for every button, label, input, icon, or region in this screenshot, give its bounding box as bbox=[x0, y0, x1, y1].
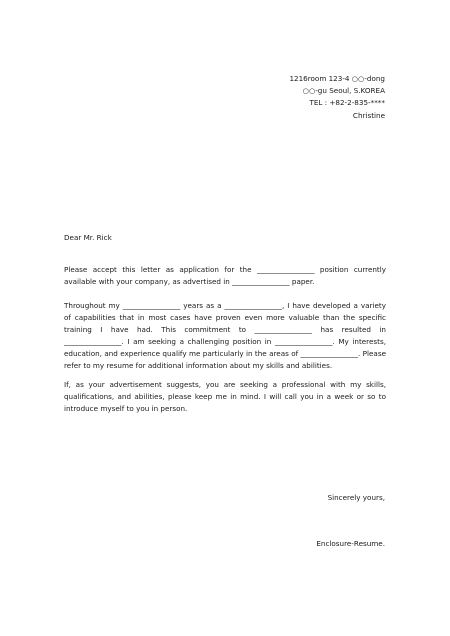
paragraph-experience: Throughout my ________________ years as a ________________, I have developed a variety of capabilities that in most cases have proven even more valuable than the specific training I have had. This commitment to ________________ has resulted in ________________. I am seeking a challenging position in ________________. My interests, education, and experience qualify me particularly in the areas of ________________. Please refer to my resume for additional information about my skills and abilities. bbox=[64, 301, 386, 371]
closing: Sincerely yours, bbox=[327, 493, 385, 502]
enclosure-note: Enclosure-Resume. bbox=[316, 539, 385, 548]
sender-address-block bbox=[289, 73, 385, 122]
address-line-2: ○○-gu Seoul, S.KOREA bbox=[302, 86, 385, 96]
address-line-1: 1216room 123-4 ○○-dong bbox=[289, 74, 385, 83]
salutation: Dear Mr. Rick bbox=[64, 233, 112, 242]
paragraph-application: Please accept this letter as application for the ________________ position currently available with your company, as advertised in ________________ paper. bbox=[64, 265, 386, 287]
paragraph-follow-up: If, as your advertisement suggests, you are seeking a professional with my skills, qualifications, and abilities, please keep me in mind. I will call you in a week or so to introduce myself to you in person. bbox=[64, 380, 386, 414]
address-phone: TEL : +82-2-835-**** bbox=[309, 98, 385, 108]
sender-name: Christine bbox=[352, 110, 385, 120]
